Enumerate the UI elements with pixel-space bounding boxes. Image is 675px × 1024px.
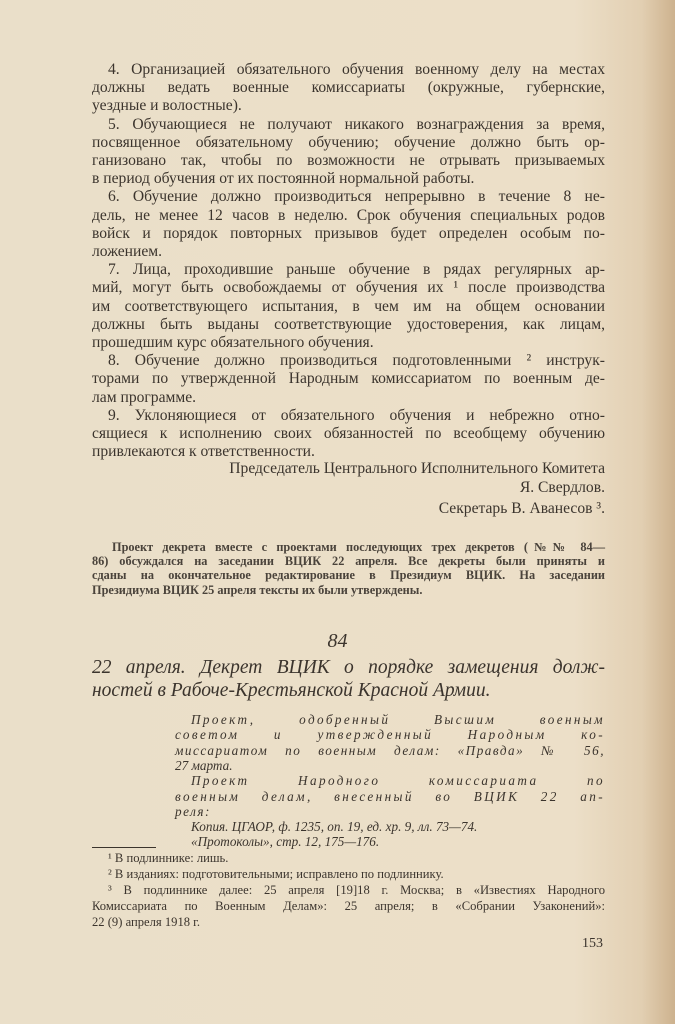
main-text-line: лам программе. — [92, 388, 197, 406]
main-text-line: в период обучения от их постоянной нормальной работы. — [92, 170, 475, 188]
main-text-line: 4. Организацией обязательного обучения военному делу на местах — [108, 61, 605, 78]
main-text-line: 8. Обучение должно производиться подготовленными ² инструк- — [108, 352, 605, 370]
main-text-line: им соответствующего испытания, в чем им на общем основании — [92, 297, 605, 315]
footnotes-line: ² В изданиях: подготовительными; исправлено по подлиннику. — [108, 867, 444, 881]
footnotes-line: ³ В подлиннике далее: 25 апреля [19]18 г. Москва; в «Известиях Народного — [108, 883, 605, 897]
footnote-divider — [92, 847, 156, 848]
chairman-title: Председатель Центрального Исполнительного Комитета — [229, 460, 605, 477]
main-text-line: войск и порядок повторных призывов будет определен особым по- — [92, 224, 605, 242]
editorial-note-line: Президиума ВЦИК 25 апреля тексты их были утверждены. — [92, 582, 423, 597]
editorial-note-line: Проект декрета вместе с проектами последующих трех декретов (№№ 84— — [112, 540, 605, 554]
main-text-line: 5. Обучающиеся не получают никакого вознаграждения за время, — [108, 115, 605, 133]
sources-line: Проект Народного комиссариата по — [191, 773, 605, 789]
main-text-line: уездные и волостные). — [92, 97, 242, 115]
main-text-line: дель, не менее 12 часов в неделю. Срок обучения специальных родов — [92, 206, 605, 224]
main-text-line: 6. Обучение должно производиться непрерывно в течение 8 не- — [108, 188, 605, 206]
sources-line: 27 марта. — [175, 757, 233, 773]
main-text-line: ложением. — [92, 243, 163, 260]
secretary-signature: Секретарь В. Аванесов ³. — [438, 500, 605, 517]
document-number: 84 — [327, 630, 348, 652]
footnotes-line: Комиссариата по Военным Делам»: 25 апреля; в «Собрании Узаконений»: — [92, 899, 605, 913]
sources-line: миссариатом по военным делам: «Правда» № 56, — [175, 742, 605, 758]
page-number: 153 — [582, 936, 603, 951]
document-title-line: ностей в Рабоче-Крестьянской Красной Армии. — [92, 680, 491, 701]
main-text-line: прошедшим курс обязательного обучения. — [92, 334, 374, 351]
sources-line: военным делам, внесенный во ВЦИК 22 ап- — [175, 788, 605, 804]
sources-line: Проект, одобренный Высшим военным — [191, 712, 605, 727]
main-text-line: мий, могут быть освобождаемы от обучения их ¹ после производства — [92, 279, 605, 297]
main-text-line: сящиеся к исполнению своих обязанностей по всеобщему обучению — [92, 425, 605, 442]
editorial-note-line: сданы на окончательное редактирование в Президиум ВЦИК. На заседании — [92, 568, 605, 583]
sources-line: Копия. ЦГАОР, ф. 1235, оп. 19, ед. хр. 9, лл. 73—74. — [191, 819, 478, 835]
main-text-line: посвященное обязательному обучению; обучение должно быть ор- — [92, 133, 605, 151]
footnotes-line: ¹ В подлиннике: лишь. — [108, 851, 229, 865]
main-text-line: торами по утвержденной Народным комиссариатом по военным де- — [92, 370, 605, 388]
main-text-line: должны быть выданы соответствующие удостоверения, как лицам, — [92, 315, 605, 333]
main-text-line: ганизовано так, чтобы по возможности не отрывать призываемых — [92, 152, 605, 169]
footnotes-line: 22 (9) апреля 1918 г. — [92, 915, 201, 929]
main-text-line: 9. Уклоняющиеся от обязательного обучения и небрежно отно- — [108, 406, 605, 424]
sources-line: реля: — [175, 803, 211, 819]
chairman-name: Я. Свердлов. — [519, 479, 605, 496]
main-text-line: привлекаются к ответственности. — [92, 443, 315, 461]
editorial-note-line: 86) обсуждался на заседании ВЦИК 22 апреля. Все декреты были приняты и — [92, 554, 605, 569]
document-title-line: 22 апреля. Декрет ВЦИК о порядке замещения долж- — [92, 657, 605, 678]
sources-line: советом и утвержденный Народным ко- — [175, 727, 605, 743]
main-text-line: должны ведать военные комиссариаты (окружные, губернские, — [92, 79, 605, 97]
main-text-line: 7. Лица, проходившие раньше обучение в рядах регулярных ар- — [108, 261, 605, 279]
sources-line: «Протоколы», стр. 12, 175—176. — [191, 834, 380, 850]
